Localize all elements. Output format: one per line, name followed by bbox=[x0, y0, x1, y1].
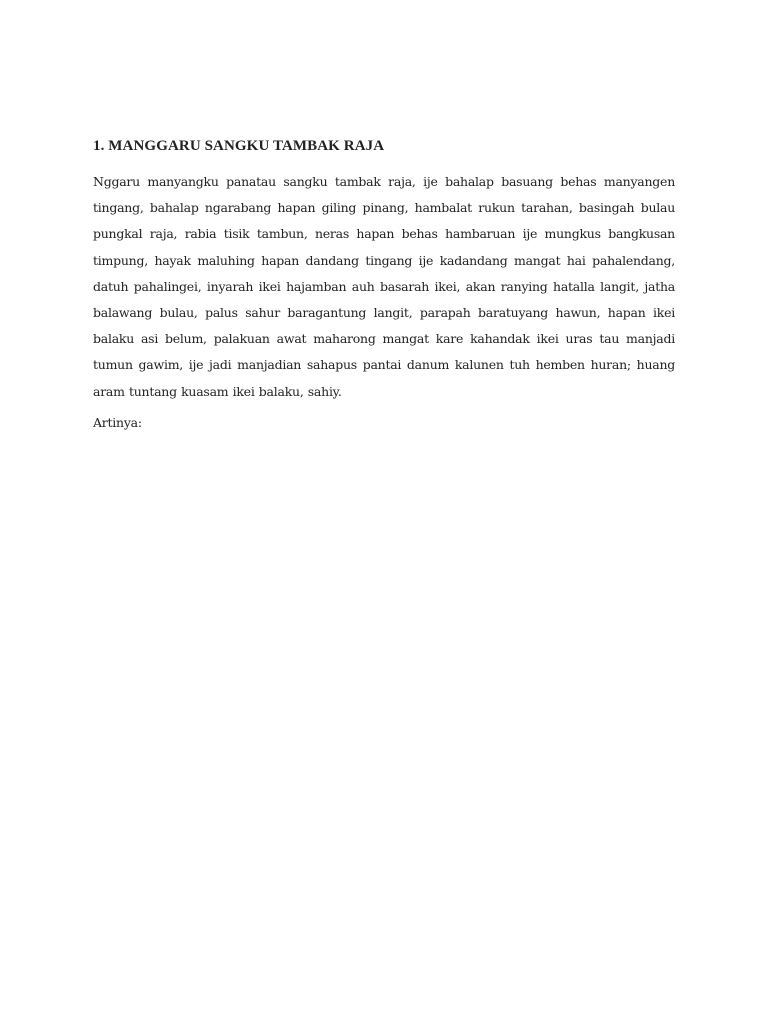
translation-label: Artinya: bbox=[93, 414, 142, 430]
document-content bbox=[93, 136, 675, 436]
prayer-paragraph: Nggaru manyangku panatau sangku tambak raja, ije bahalap basuang behas manyangen tingang, bahalap ngarabang hapan giling pinang, hambalat rukun tarahan, basingah bulau pungkal raja, rabia tisik tambun, neras hapan behas hambaruan ije mungkus bangkusan timpung, hayak maluhing hapan dandang tingang ije kadandang mangat hai pahalendang, datuh pahalingei, inyarah ikei hajamban auh basarah ikei, akan ranying hatalla langit, jatha balawang bulau, palus sahur baragantung langit, parapah baratuyang hawun, hapan ikei balaku asi belum, palakuan awat maharong mangat kare kahandak ikei uras tau manjadi tumun gawim, ije jadi manjadian sahapus pantai danum kalunen tuh hemben huran; huang aram tuntang kuasam ikei balaku, sahiy. bbox=[93, 174, 675, 399]
section-heading: 1. MANGGARU SANGKU TAMBAK RAJA bbox=[93, 138, 385, 154]
